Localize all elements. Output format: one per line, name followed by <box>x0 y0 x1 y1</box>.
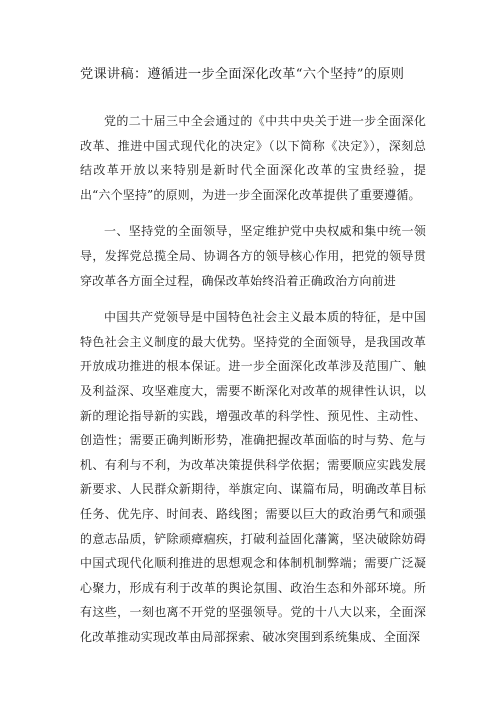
section-heading-1: 一、坚持党的全面领导，坚定维护党中央权威和集中统一领导，发挥党总揽全局、协调各方的领导核心作用，把党的领导贯穿改革各方面全过程，确保改革始终沿着正确政治方向前进 <box>80 224 426 288</box>
body-paragraph: 中国共产党领导是中国特色社会主义最本质的特征，是中国特色社会主义制度的最大优势。坚持党的全面领导，是我国改革开放成功推进的根本保证。进一步全面深化改革涉及范围广、触及利益深、攻坚难度大，需要不断深化对改革的规律性认识，以新的理论指导新的实践，增强改革的科学性、预见性、主动性、创造性；需要正确判断形势，准确把握改革面临的时与势、危与机、有利与不利，为改革决策提供科学依据；需要顺应实践发展新要求、人民群众新期待，举旗定向、谋篇布局，明确改革目标任务、优先序、时间表、路线图；需要以巨大的政治勇气和顽强的意志品质，铲除顽瘴痼疾，打破利益固化藩篱，坚决破除妨碍中国式现代化顺利推进的思想观念和体制机制弊端；需要广泛凝心聚力，形成有利于改革的舆论氛围、政治生态和外部环境。所有这些，一刻也离不开党的坚强领导。党的十八大以来，全面深化改革推动实现改革由局部探索、破冰突围到系统集成、全面深 <box>80 310 426 644</box>
intro-paragraph: 党的二十届三中全会通过的《中共中央关于进一步全面深化改革、推进中国式现代化的决定》（以下简称《决定》），深刻总结改革开放以来特别是新时代全面深化改革的宝贵经验，提出“六个坚持”的原则，为进一步全面深化改革提供了重要遵循。 <box>80 114 426 202</box>
document-title: 党课讲稿：遵循进一步全面深化改革“六个坚持”的原则 <box>80 67 405 82</box>
